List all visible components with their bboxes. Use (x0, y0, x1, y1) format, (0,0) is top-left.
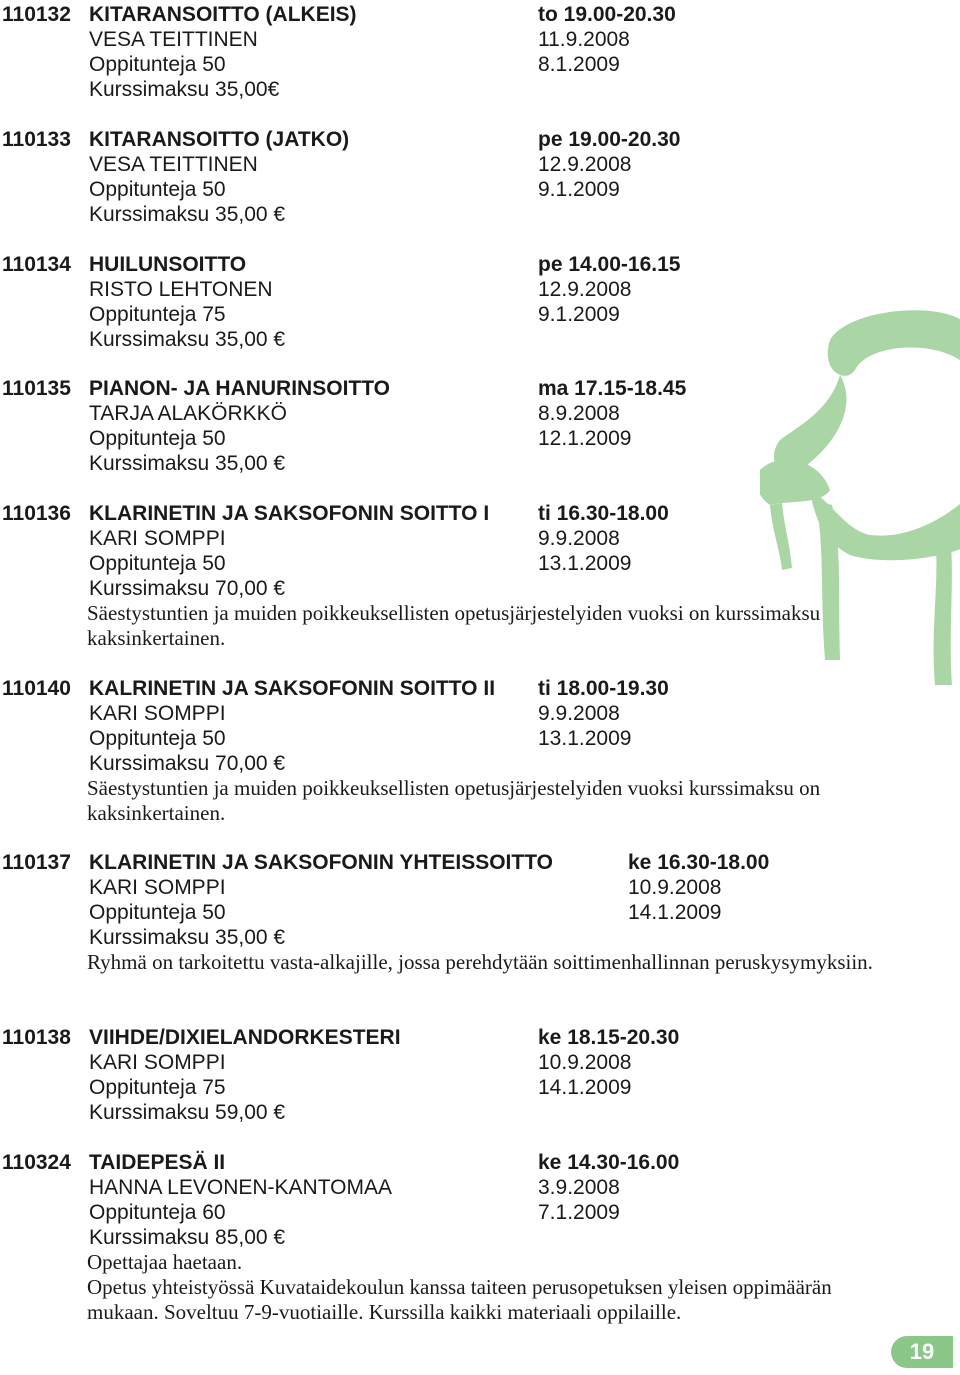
course-fee: Kurssimaksu 35,00€ (89, 78, 280, 101)
course-end-date: 13.1.2009 (538, 552, 632, 575)
course-lessons: Oppitunteja 50 (89, 53, 226, 76)
course-title: KALRINETIN JA SAKSOFONIN SOITTO II (89, 677, 496, 700)
course-title-row (0, 1025, 900, 1050)
course-time: to 19.00-20.30 (538, 3, 676, 26)
course-title-row (0, 376, 900, 401)
course-teacher-row (0, 875, 900, 900)
course-note: Säestystuntien ja muiden poikkeuksellisten opetusjärjestelyiden vuoksi on kurssimaksu kaksinkertainen. (87, 601, 821, 650)
course-fee: Kurssimaksu 59,00 € (89, 1101, 286, 1124)
course-fee: Kurssimaksu 70,00 € (89, 577, 286, 600)
course-teacher: TARJA ALAKÖRKKÖ (89, 402, 288, 425)
course-entry (0, 252, 900, 352)
course-title: TAIDEPESÄ II (89, 1151, 226, 1174)
course-code: 110132 (2, 3, 71, 26)
course-lessons-row (0, 426, 900, 451)
course-lessons-row (0, 1200, 900, 1225)
course-lessons: Oppitunteja 50 (89, 552, 226, 575)
course-teacher-row (0, 277, 900, 302)
course-code: 110137 (2, 851, 71, 874)
course-end-date: 14.1.2009 (538, 1076, 632, 1099)
course-lessons: Oppitunteja 50 (89, 178, 226, 201)
course-fee-row (0, 751, 900, 776)
course-fee-row (0, 576, 900, 601)
course-note: Ryhmä on tarkoitettu vasta-alkajille, jossa perehdytään soittimenhallinnan peruskysymyksiin. (87, 950, 873, 974)
course-fee: Kurssimaksu 70,00 € (89, 752, 286, 775)
course-entry (0, 127, 900, 227)
course-teacher-row (0, 1050, 900, 1075)
course-lessons-row (0, 302, 900, 327)
course-end-date: 13.1.2009 (538, 727, 632, 750)
course-lessons-row (0, 52, 900, 77)
course-entry (0, 501, 900, 651)
course-teacher: VESA TEITTINEN (89, 153, 258, 176)
course-code: 110324 (2, 1151, 71, 1174)
course-end-date: 8.1.2009 (538, 53, 620, 76)
course-code: 110140 (2, 677, 71, 700)
course-end-date: 7.1.2009 (538, 1201, 620, 1224)
course-fee-row (0, 327, 900, 352)
course-time: ke 18.15-20.30 (538, 1026, 680, 1049)
course-title-row (0, 676, 900, 701)
course-title: KLARINETIN JA SAKSOFONIN SOITTO I (89, 502, 490, 525)
course-code: 110136 (2, 502, 71, 525)
course-teacher: RISTO LEHTONEN (89, 278, 273, 301)
course-fee: Kurssimaksu 35,00 € (89, 203, 286, 226)
course-note: Opettajaa haetaan. (87, 1250, 243, 1274)
course-start-date: 10.9.2008 (628, 876, 722, 899)
course-teacher: KARI SOMPPI (89, 702, 226, 725)
course-teacher: KARI SOMPPI (89, 1051, 226, 1074)
course-title-row (0, 850, 900, 875)
course-teacher-row (0, 701, 900, 726)
course-time: ke 14.30-16.00 (538, 1151, 680, 1174)
course-lessons: Oppitunteja 60 (89, 1201, 226, 1224)
course-start-date: 12.9.2008 (538, 153, 632, 176)
course-end-date: 12.1.2009 (538, 427, 632, 450)
course-lessons-row (0, 177, 900, 202)
course-teacher-row (0, 1175, 900, 1200)
course-teacher: VESA TEITTINEN (89, 28, 258, 51)
course-code: 110134 (2, 253, 71, 276)
course-title: PIANON- JA HANURINSOITTO (89, 377, 391, 400)
course-title-row (0, 127, 900, 152)
course-fee: Kurssimaksu 35,00 € (89, 452, 286, 475)
course-time: ti 18.00-19.30 (538, 677, 669, 700)
course-entry (0, 676, 900, 826)
course-start-date: 11.9.2008 (538, 28, 630, 51)
course-fee-row (0, 1100, 900, 1125)
course-teacher-row (0, 526, 900, 551)
course-lessons-row (0, 900, 900, 925)
course-lessons-row (0, 1075, 900, 1100)
course-end-date: 14.1.2009 (628, 901, 722, 924)
course-entry (0, 850, 900, 975)
course-fee-row (0, 925, 900, 950)
course-note: Opetus yhteistyössä Kuvataidekoulun kanssa taiteen perusopetuksen yleisen oppimäärän mukaan. Soveltuu 7-9-vuotiaille. Kurssilla kaikki materiaali oppilaille. (87, 1275, 832, 1324)
course-teacher: HANNA LEVONEN-KANTOMAA (89, 1176, 393, 1199)
course-entry (0, 2, 900, 102)
course-lessons: Oppitunteja 75 (89, 1076, 226, 1099)
course-start-date: 9.9.2008 (538, 702, 620, 725)
course-fee-row (0, 77, 900, 102)
course-teacher-row (0, 27, 900, 52)
course-teacher: KARI SOMPPI (89, 527, 226, 550)
course-start-date: 12.9.2008 (538, 278, 632, 301)
course-title: HUILUNSOITTO (89, 253, 247, 276)
course-start-date: 10.9.2008 (538, 1051, 632, 1074)
course-fee-row (0, 451, 900, 476)
course-teacher-row (0, 401, 900, 426)
course-start-date: 3.9.2008 (538, 1176, 620, 1199)
course-time: ti 16.30-18.00 (538, 502, 669, 525)
course-start-date: 9.9.2008 (538, 527, 620, 550)
course-entry (0, 1025, 900, 1125)
course-title-row (0, 2, 900, 27)
course-code: 110133 (2, 128, 71, 151)
course-code: 110135 (2, 377, 71, 400)
course-end-date: 9.1.2009 (538, 178, 620, 201)
course-time: ma 17.15-18.45 (538, 377, 687, 400)
course-note: Säestystuntien ja muiden poikkeuksellisten opetusjärjestelyiden vuoksi kurssimaksu on kaksinkertainen. (87, 776, 821, 825)
course-lessons-row (0, 551, 900, 576)
course-title-row (0, 1150, 900, 1175)
course-start-date: 8.9.2008 (538, 402, 620, 425)
course-lessons: Oppitunteja 50 (89, 901, 226, 924)
course-teacher: KARI SOMPPI (89, 876, 226, 899)
course-fee: Kurssimaksu 35,00 € (89, 328, 286, 351)
course-fee: Kurssimaksu 85,00 € (89, 1226, 286, 1249)
course-end-date: 9.1.2009 (538, 303, 620, 326)
course-lessons: Oppitunteja 50 (89, 727, 226, 750)
course-fee-row (0, 1225, 900, 1250)
course-title: VIIHDE/DIXIELANDORKESTERI (89, 1026, 401, 1049)
course-title: KITARANSOITTO (JATKO) (89, 128, 350, 151)
course-lessons-row (0, 726, 900, 751)
course-lessons: Oppitunteja 75 (89, 303, 226, 326)
course-time: pe 19.00-20.30 (538, 128, 681, 151)
course-fee-row (0, 202, 900, 227)
course-title-row (0, 501, 900, 526)
course-code: 110138 (2, 1026, 71, 1049)
course-teacher-row (0, 152, 900, 177)
course-title: KLARINETIN JA SAKSOFONIN YHTEISSOITTO (89, 851, 553, 874)
course-time: ke 16.30-18.00 (628, 851, 770, 874)
course-lessons: Oppitunteja 50 (89, 427, 226, 450)
page-number: 19 (891, 1336, 953, 1368)
course-entry (0, 376, 900, 476)
course-entry (0, 1150, 900, 1325)
course-time: pe 14.00-16.15 (538, 253, 681, 276)
course-title: KITARANSOITTO (ALKEIS) (89, 3, 357, 26)
course-fee: Kurssimaksu 35,00 € (89, 926, 286, 949)
course-title-row (0, 252, 900, 277)
